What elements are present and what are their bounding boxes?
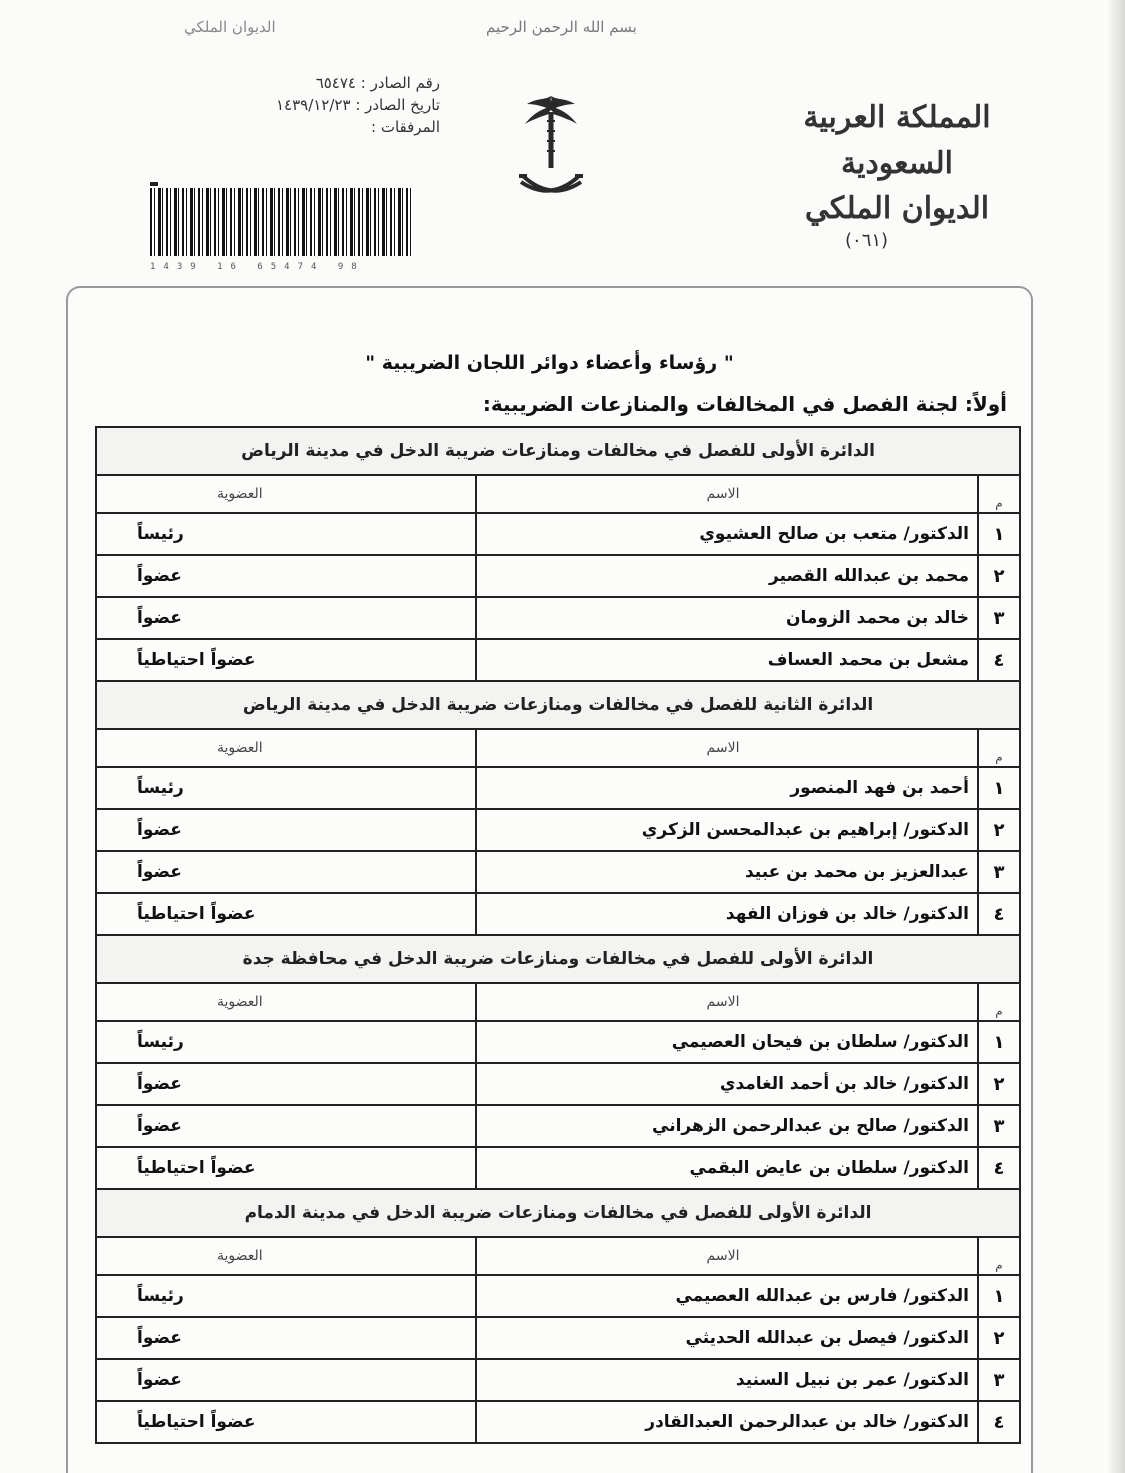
member-role: عضواً احتياطياً: [137, 650, 256, 670]
bismillah: بسم الله الرحمن الرحيم: [486, 18, 637, 36]
col-membership-header: العضوية: [217, 1248, 263, 1264]
col-num-header: م: [977, 730, 1019, 766]
table-row: [97, 1148, 1019, 1190]
member-number: ٣: [977, 598, 1019, 638]
member-number: ٢: [977, 810, 1019, 850]
table-row: [97, 1064, 1019, 1106]
member-name: مشعل بن محمد العساف: [475, 640, 977, 680]
member-name: الدكتور/ خالد بن فوزان الفهد: [475, 894, 977, 934]
col-name-header: الاسم: [475, 730, 977, 766]
table-row: [97, 852, 1019, 894]
member-role: عضواً: [137, 1328, 182, 1348]
issue-date-label: تاريخ الصادر :: [355, 96, 440, 114]
table-row: [97, 1402, 1019, 1444]
table-row: [97, 1022, 1019, 1064]
member-number: ٤: [977, 894, 1019, 934]
attachments-label: المرفقات :: [371, 118, 440, 136]
attachments-line: [178, 116, 440, 138]
member-role: رئيساً: [137, 524, 184, 544]
member-role: عضواً: [137, 566, 182, 586]
member-role: عضواً: [137, 862, 182, 882]
circle-heading: الدائرة الأولى للفصل في مخالفات ومنازعات ضريبة الدخل في مدينة الرياض: [97, 428, 1019, 476]
issue-number-label: رقم الصادر :: [360, 74, 440, 92]
member-role: رئيساً: [137, 1032, 184, 1052]
member-name: الدكتور/ عمر بن نبيل السنيد: [475, 1360, 977, 1400]
column-header-row: [97, 476, 1019, 514]
table-row: [97, 514, 1019, 556]
column-header-row: [97, 984, 1019, 1022]
col-name-header: الاسم: [475, 984, 977, 1020]
member-role: رئيساً: [137, 1286, 184, 1306]
member-name: محمد بن عبدالله القصير: [475, 556, 977, 596]
issue-date-line: [178, 94, 440, 116]
member-name: الدكتور/ خالد بن عبدالرحمن العبدالقادر: [475, 1402, 977, 1442]
royal-court-name: الديوان الملكي: [804, 191, 990, 226]
issue-date: ١٤٣٩/١٢/٢٣: [275, 96, 351, 114]
member-role: عضواً: [137, 1074, 182, 1094]
member-role: رئيساً: [137, 778, 184, 798]
member-number: ١: [977, 1276, 1019, 1316]
col-num-header: م: [977, 984, 1019, 1020]
table-row: [97, 894, 1019, 936]
committees-table: [95, 426, 1021, 1444]
member-name: الدكتور/ فارس بن عبدالله العصيمي: [475, 1276, 977, 1316]
kingdom-letterhead: [762, 95, 1032, 231]
member-number: ١: [977, 514, 1019, 554]
issue-number: ٦٥٤٧٤: [315, 74, 356, 92]
member-name: الدكتور/ خالد بن أحمد الغامدي: [475, 1064, 977, 1104]
table-row: [97, 640, 1019, 682]
content-card: [66, 286, 1033, 1473]
saudi-emblem-icon: [515, 90, 587, 206]
col-membership-header: العضوية: [217, 994, 263, 1010]
member-number: ١: [977, 768, 1019, 808]
member-role: عضواً احتياطياً: [137, 1158, 256, 1178]
table-row: [97, 598, 1019, 640]
table-row: [97, 1276, 1019, 1318]
issue-metadata: [178, 72, 440, 138]
member-number: ٣: [977, 1106, 1019, 1146]
issue-number-line: [178, 72, 440, 94]
member-number: ٤: [977, 640, 1019, 680]
table-row: [97, 1318, 1019, 1360]
col-membership-header: العضوية: [217, 740, 263, 756]
member-role: عضواً: [137, 820, 182, 840]
col-membership-header: العضوية: [217, 486, 263, 502]
member-name: خالد بن محمد الزومان: [475, 598, 977, 638]
member-number: ٣: [977, 852, 1019, 892]
table-row: [97, 810, 1019, 852]
member-number: ١: [977, 1022, 1019, 1062]
column-header-row: [97, 730, 1019, 768]
col-name-header: الاسم: [475, 476, 977, 512]
circle-heading: الدائرة الأولى للفصل في مخالفات ومنازعات ضريبة الدخل في مدينة الدمام: [97, 1190, 1019, 1238]
member-number: ٤: [977, 1402, 1019, 1442]
member-role: عضواً احتياطياً: [137, 904, 256, 924]
table-row: [97, 1360, 1019, 1402]
document-title: " رؤساء وأعضاء دوائر اللجان الضريبية ": [365, 352, 734, 374]
circle-heading: الدائرة الثانية للفصل في مخالفات ومنازعات ضريبة الدخل في مدينة الرياض: [97, 682, 1019, 730]
member-name: الدكتور/ سلطان بن فيحان العصيمي: [475, 1022, 977, 1062]
member-name: أحمد بن فهد المنصور: [475, 768, 977, 808]
table-row: [97, 1106, 1019, 1148]
table-row: [97, 768, 1019, 810]
member-name: عبدالعزيز بن محمد بن عبيد: [475, 852, 977, 892]
member-number: ٣: [977, 1360, 1019, 1400]
barcode: [150, 188, 412, 256]
member-name: الدكتور/ إبراهيم بن عبدالمحسن الزكري: [475, 810, 977, 850]
table-row: [97, 556, 1019, 598]
column-header-row: [97, 1238, 1019, 1276]
section-title: أولاً: لجنة الفصل في المخالفات والمنازعات الضريبية:: [482, 392, 1007, 416]
member-name: الدكتور/ متعب بن صالح العشيوي: [475, 514, 977, 554]
member-number: ٢: [977, 556, 1019, 596]
col-num-header: م: [977, 1238, 1019, 1274]
member-number: ٢: [977, 1064, 1019, 1104]
kingdom-name: المملكة العربية السعودية: [803, 100, 991, 181]
member-name: الدكتور/ فيصل بن عبدالله الحديثي: [475, 1318, 977, 1358]
member-name: الدكتور/ سلطان بن عايض البقمي: [475, 1148, 977, 1188]
member-number: ٢: [977, 1318, 1019, 1358]
member-role: عضواً احتياطياً: [137, 1412, 256, 1432]
col-name-header: الاسم: [475, 1238, 977, 1274]
diwan-small-header: الديوان الملكي: [184, 18, 276, 36]
barcode-number: 1439 16 65474 98: [150, 262, 365, 272]
barcode-mark: [150, 182, 158, 186]
page-code: (٠٦١): [845, 230, 889, 251]
member-number: ٤: [977, 1148, 1019, 1188]
circle-heading: الدائرة الأولى للفصل في مخالفات ومنازعات ضريبة الدخل في محافظة جدة: [97, 936, 1019, 984]
col-num-header: م: [977, 476, 1019, 512]
member-role: عضواً: [137, 1116, 182, 1136]
member-role: عضواً: [137, 1370, 182, 1390]
member-name: الدكتور/ صالح بن عبدالرحمن الزهراني: [475, 1106, 977, 1146]
member-role: عضواً: [137, 608, 182, 628]
